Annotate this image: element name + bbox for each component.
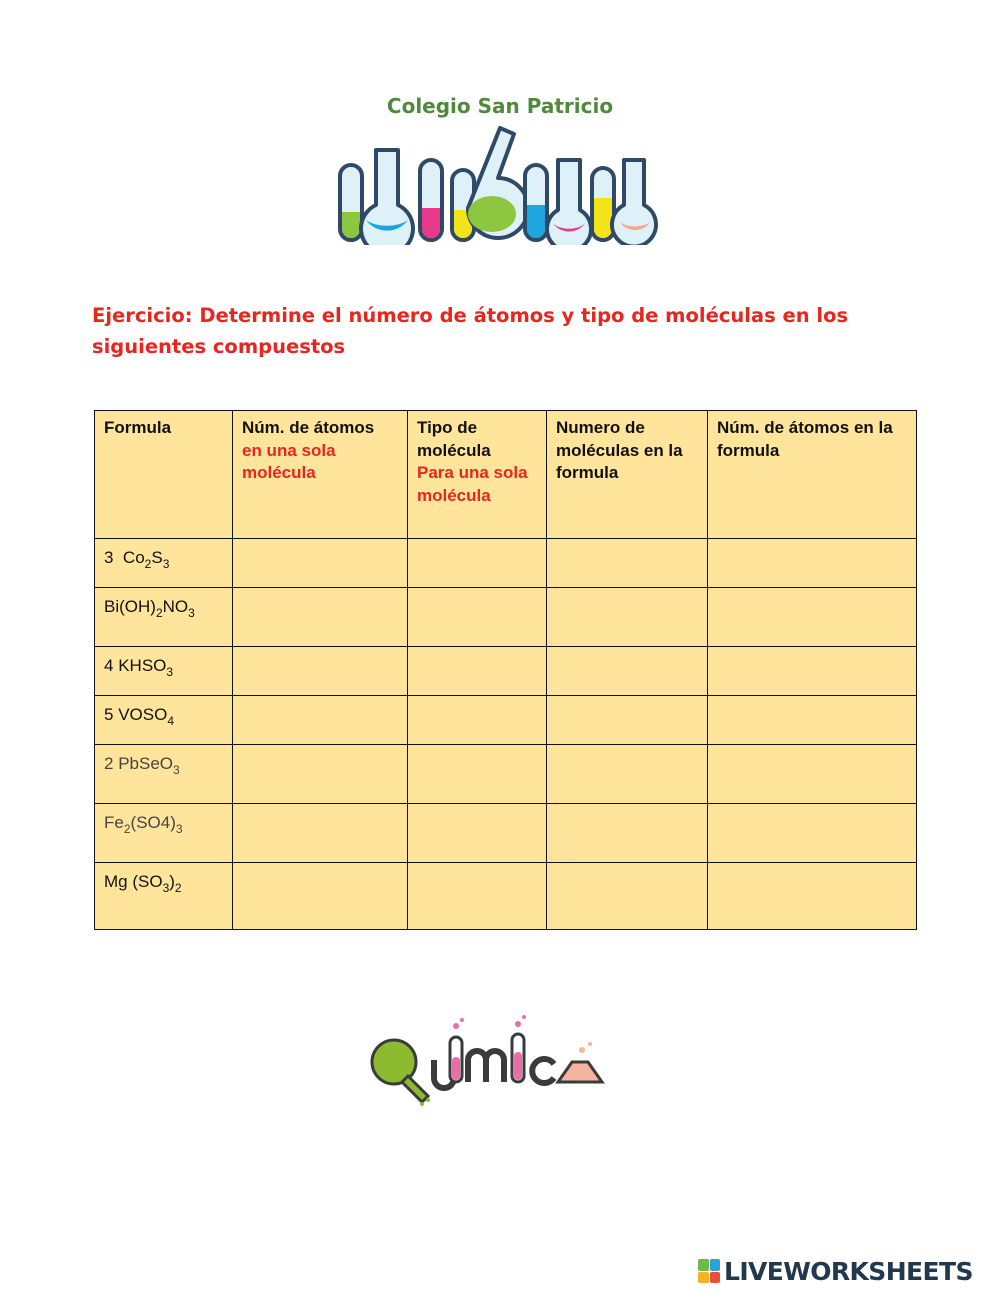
formula-coefficient: 2 xyxy=(104,754,114,773)
answer-molecule-type[interactable] xyxy=(408,745,547,804)
liveworksheets-logo-icon xyxy=(698,1259,720,1283)
answer-molecule-count[interactable] xyxy=(547,804,708,863)
answer-molecule-count[interactable] xyxy=(547,588,708,647)
answer-atoms-formula[interactable] xyxy=(708,588,917,647)
formula-coefficient: 5 xyxy=(104,705,114,724)
liveworksheets-brand[interactable] xyxy=(698,1256,973,1286)
formula-part: NO xyxy=(162,597,189,616)
test-tubes-flasks-icon xyxy=(330,120,670,245)
answer-atoms-single[interactable] xyxy=(233,539,408,588)
formula-subscript: 3 xyxy=(175,822,183,836)
formula-part: ) xyxy=(169,872,175,891)
header-atoms-formula: Núm. de átomos en la formula xyxy=(708,411,917,539)
formula-cell xyxy=(95,647,233,696)
brand-name: LIVEWORKSHEETS xyxy=(724,1256,973,1286)
answer-atoms-formula[interactable] xyxy=(708,863,917,930)
answer-atoms-single[interactable] xyxy=(233,647,408,696)
answer-atoms-single[interactable] xyxy=(233,863,408,930)
answer-atoms-formula[interactable] xyxy=(708,647,917,696)
formula-subscript: 2 xyxy=(174,881,182,895)
formula-cell xyxy=(95,863,233,930)
formula-cell xyxy=(95,539,233,588)
answer-molecule-type[interactable] xyxy=(408,588,547,647)
table-row xyxy=(95,696,917,745)
header-atoms-single-line1: Núm. de átomos xyxy=(242,418,375,437)
answer-molecule-count[interactable] xyxy=(547,647,708,696)
formula-subscript: 4 xyxy=(167,714,175,728)
formula-part: Mg (SO xyxy=(104,872,163,891)
formula-subscript: 2 xyxy=(155,606,163,620)
header-atoms-single xyxy=(233,411,408,539)
answer-molecule-type[interactable] xyxy=(408,863,547,930)
header-molecule-count: Numero de moléculas en la formula xyxy=(547,411,708,539)
answer-atoms-single[interactable] xyxy=(233,804,408,863)
answer-atoms-single[interactable] xyxy=(233,696,408,745)
formula-subscript: 3 xyxy=(162,557,170,571)
formula-part: (SO4) xyxy=(130,813,176,832)
formula-part: KHSO xyxy=(118,656,167,675)
table-header-row xyxy=(95,411,917,539)
answer-molecule-type[interactable] xyxy=(408,696,547,745)
formula-part: S xyxy=(151,548,163,567)
formula-cell xyxy=(95,588,233,647)
answer-molecule-type[interactable] xyxy=(408,804,547,863)
formula-cell xyxy=(95,696,233,745)
formula-cell xyxy=(95,804,233,863)
answer-atoms-formula[interactable] xyxy=(708,804,917,863)
answer-atoms-formula[interactable] xyxy=(708,539,917,588)
header-molecule-type-line1: Tipo de molécula xyxy=(417,418,491,460)
table-row xyxy=(95,588,917,647)
answer-molecule-count[interactable] xyxy=(547,745,708,804)
formula-subscript: 3 xyxy=(173,763,180,777)
table-row xyxy=(95,863,917,930)
table-row xyxy=(95,745,917,804)
formula-subscript: 2 xyxy=(144,557,152,571)
compounds-table xyxy=(94,410,917,930)
formula-subscript: 3 xyxy=(162,881,170,895)
answer-atoms-formula[interactable] xyxy=(708,696,917,745)
formula-part: Bi(OH) xyxy=(104,597,156,616)
formula-part: Fe xyxy=(104,813,124,832)
answer-atoms-formula[interactable] xyxy=(708,745,917,804)
formula-coefficient: 4 xyxy=(104,656,114,675)
formula-subscript: 3 xyxy=(166,665,174,679)
header-molecule-type-line2: Para una sola molécula xyxy=(417,463,528,505)
header-molecule-type xyxy=(408,411,547,539)
school-name: Colegio San Patricio xyxy=(386,94,614,118)
quimica-lab-icon xyxy=(364,1012,609,1107)
formula-part: VOSO xyxy=(118,705,168,724)
table-row xyxy=(95,804,917,863)
answer-molecule-count[interactable] xyxy=(547,696,708,745)
table-row xyxy=(95,647,917,696)
answer-atoms-single[interactable] xyxy=(233,588,408,647)
header-atoms-single-line2: en una sola molécula xyxy=(242,440,336,482)
answer-molecule-type[interactable] xyxy=(408,647,547,696)
formula-part: Co xyxy=(122,548,145,567)
table-row xyxy=(95,539,917,588)
answer-atoms-single[interactable] xyxy=(233,745,408,804)
formula-subscript: 2 xyxy=(123,822,131,836)
formula-coefficient: 3 xyxy=(104,548,114,567)
answer-molecule-count[interactable] xyxy=(547,863,708,930)
answer-molecule-count[interactable] xyxy=(547,539,708,588)
formula-subscript: 3 xyxy=(188,606,195,620)
exercise-title: Ejercicio: Determine el número de átomos y tipo de moléculas en los siguientes compuestos xyxy=(92,304,849,358)
header-formula: Formula xyxy=(95,411,233,539)
formula-cell xyxy=(95,745,233,804)
formula-part: PbSeO xyxy=(118,754,174,773)
answer-molecule-type[interactable] xyxy=(408,539,547,588)
